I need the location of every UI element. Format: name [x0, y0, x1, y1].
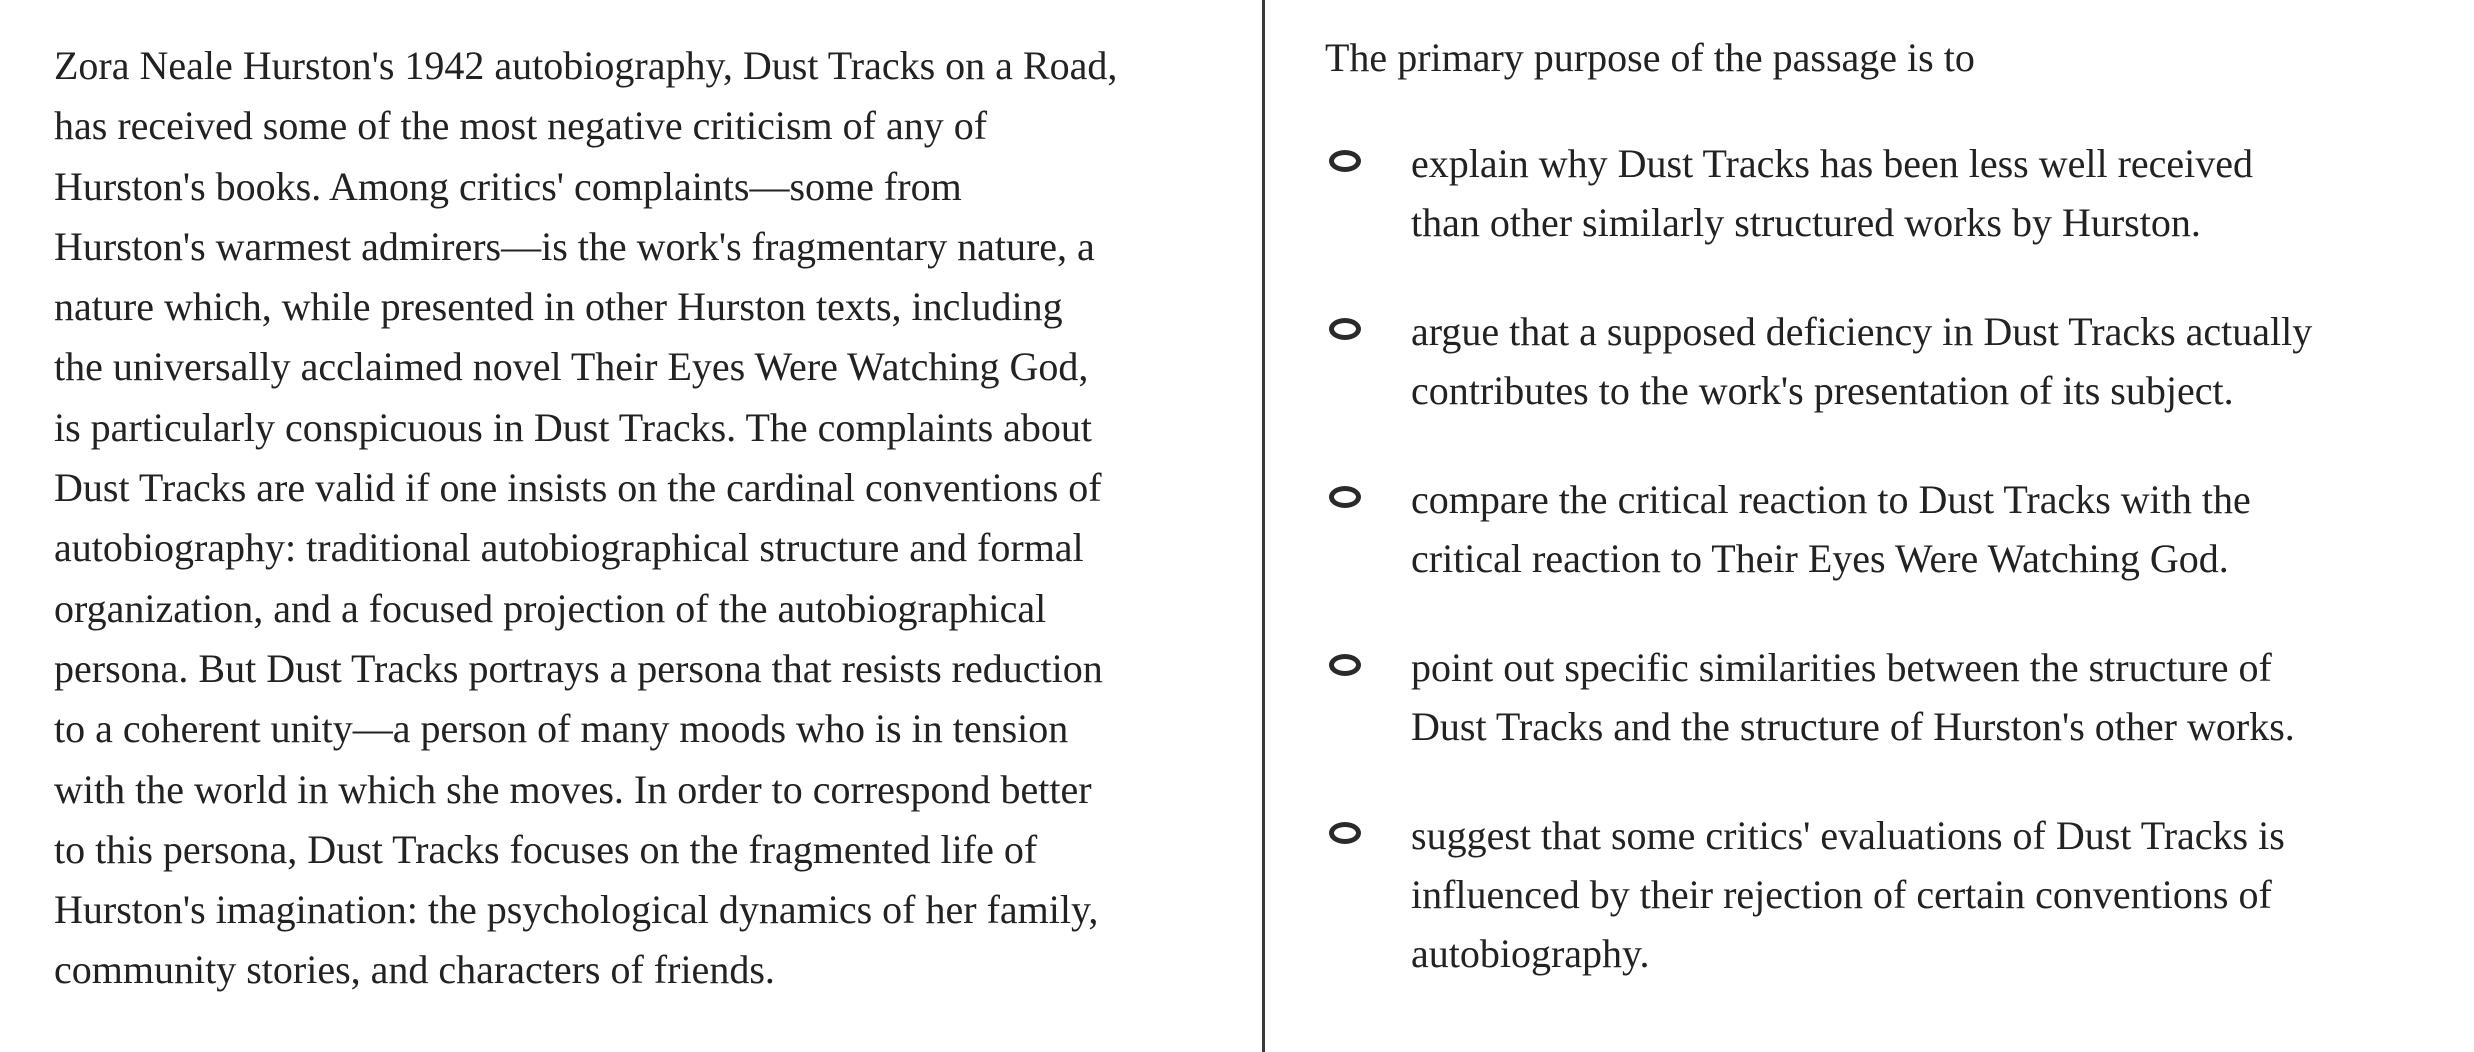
- answer-choice-text[interactable]: explain why Dust Tracks has been less well received than other similarly structured works by Hurston.: [1411, 141, 2254, 245]
- answer-choice-1[interactable]: [1325, 134, 2444, 252]
- answer-choice-text[interactable]: point out specific similarities between the structure of Dust Tracks and the structure of Hurston's other works.: [1411, 645, 2295, 749]
- answer-choice-text[interactable]: compare the critical reaction to Dust Tracks with the critical reaction to Their Eyes Were Watching God.: [1411, 477, 2251, 581]
- question-pane: [1265, 0, 2474, 1052]
- answer-choice-3[interactable]: [1325, 470, 2444, 588]
- question-stem: The primary purpose of the passage is to: [1325, 35, 1975, 80]
- radio-unselected-icon[interactable]: [1329, 654, 1361, 676]
- answer-choice-2[interactable]: [1325, 302, 2444, 420]
- answer-choices: [1325, 134, 2444, 983]
- answer-choice-text[interactable]: suggest that some critics' evaluations of Dust Tracks is influenced by their rejection of certain conventions of autobiography.: [1411, 813, 2285, 976]
- answer-choice-text[interactable]: argue that a supposed deficiency in Dust Tracks actually contributes to the work's presentation of its subject.: [1411, 309, 2313, 413]
- radio-unselected-icon[interactable]: [1329, 486, 1361, 508]
- radio-unselected-icon[interactable]: [1329, 150, 1361, 172]
- answer-choice-5[interactable]: [1325, 806, 2444, 983]
- radio-unselected-icon[interactable]: [1329, 318, 1361, 340]
- answer-choice-4[interactable]: [1325, 638, 2444, 756]
- radio-unselected-icon[interactable]: [1329, 822, 1361, 844]
- passage-text: Zora Neale Hurston's 1942 autobiography, Dust Tracks on a Road, has received some of the most negative criticism of any of Hurston's books. Among critics' complaints—some from Hurston's warmest admirers—is the work's fragmentary nature, a nature which, while presented in other Hurston texts, including the universally acclaimed novel Their Eyes Were Watching God, is particularly conspicuous in Dust Tracks. The complaints about Dust Tracks are valid if one insists on the cardinal conventions of autobiography: traditional autobiographical structure and formal organization, and a focused projection of the autobiographical persona. But Dust Tracks portrays a persona that resists reduction to a coherent unity—a person of many moods who is in tension with the world in which she moves. In order to correspond better to this persona, Dust Tracks focuses on the fragmented life of Hurston's imagination: the psychological dynamics of her family, community stories, and characters of friends.: [54, 43, 1118, 993]
